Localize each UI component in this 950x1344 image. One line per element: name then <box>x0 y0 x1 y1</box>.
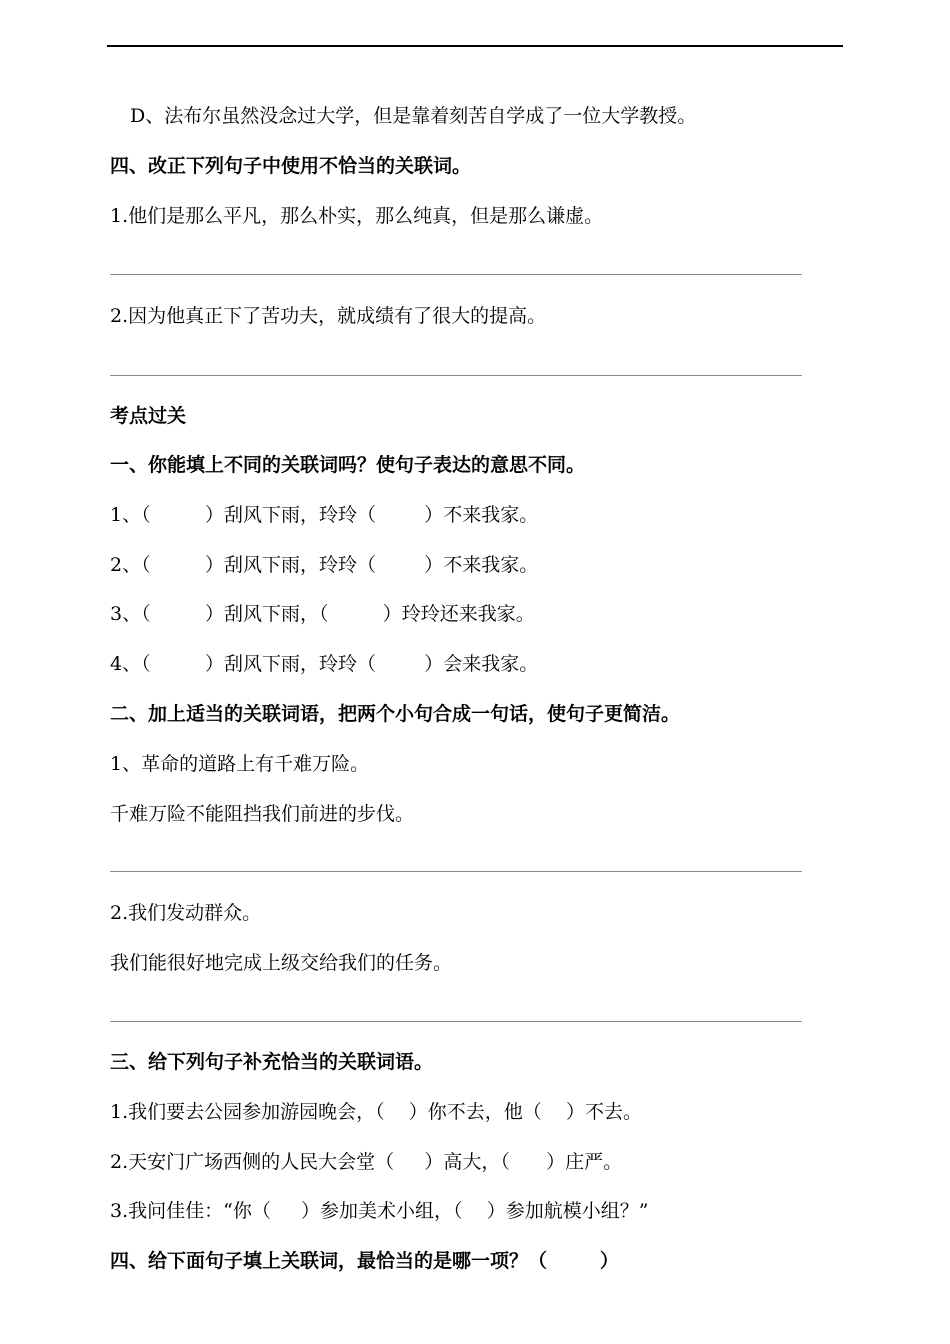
answer-line[interactable] <box>110 375 802 376</box>
option-d: D、法布尔虽然没念过大学，但是靠着刻苦自学成了一位大学教授。 <box>130 105 697 127</box>
part-2-question-1a: 1、革命的道路上有千难万险。 <box>110 753 370 775</box>
answer-line[interactable] <box>110 871 802 872</box>
part-1-item: 3、（ ）刮风下雨，（ ）玲玲还来我家。 <box>110 603 535 625</box>
section-4-question-2: 2.因为他真正下了苦功夫，就成绩有了很大的提高。 <box>110 305 547 327</box>
part-1-item: 4、（ ）刮风下雨，玲玲（ ）会来我家。 <box>110 653 539 675</box>
part-3-title: 三、给下列句子补充恰当的关联词语。 <box>110 1051 434 1073</box>
answer-line[interactable] <box>110 274 802 275</box>
answer-line[interactable] <box>110 1021 802 1022</box>
section-4-title: 四、改正下列句子中使用不恰当的关联词。 <box>110 155 472 177</box>
part-3-item: 2.天安门广场西侧的人民大会堂（ ）高大，（ ）庄严。 <box>110 1151 623 1173</box>
part-2-question-1b: 千难万险不能阻挡我们前进的步伐。 <box>110 803 415 825</box>
section-4-question-1: 1.他们是那么平凡，那么朴实，那么纯真，但是那么谦虚。 <box>110 205 604 227</box>
part-2-title: 二、加上适当的关联词语，把两个小句合成一句话，使句子更简洁。 <box>110 703 681 725</box>
part-3-item: 1.我们要去公园参加游园晚会，（ ）你不去，他（ ）不去。 <box>110 1101 642 1123</box>
part-1-item: 2、（ ）刮风下雨，玲玲（ ）不来我家。 <box>110 554 539 576</box>
kaodian-title: 考点过关 <box>110 405 187 427</box>
part-1-item: 1、（ ）刮风下雨，玲玲（ ）不来我家。 <box>110 504 539 526</box>
part-1-title: 一、你能填上不同的关联词吗？使句子表达的意思不同。 <box>110 454 586 476</box>
part-2-question-2b: 我们能很好地完成上级交给我们的任务。 <box>110 952 453 974</box>
part-2-question-2a: 2.我们发动群众。 <box>110 902 262 924</box>
header-rule <box>107 45 843 47</box>
part-3-item: 3.我问佳佳：“你（ ）参加美术小组，（ ）参加航模小组？” <box>110 1200 649 1222</box>
part-4-title: 四、给下面句子填上关联词，最恰当的是哪一项？（ ） <box>110 1250 619 1272</box>
